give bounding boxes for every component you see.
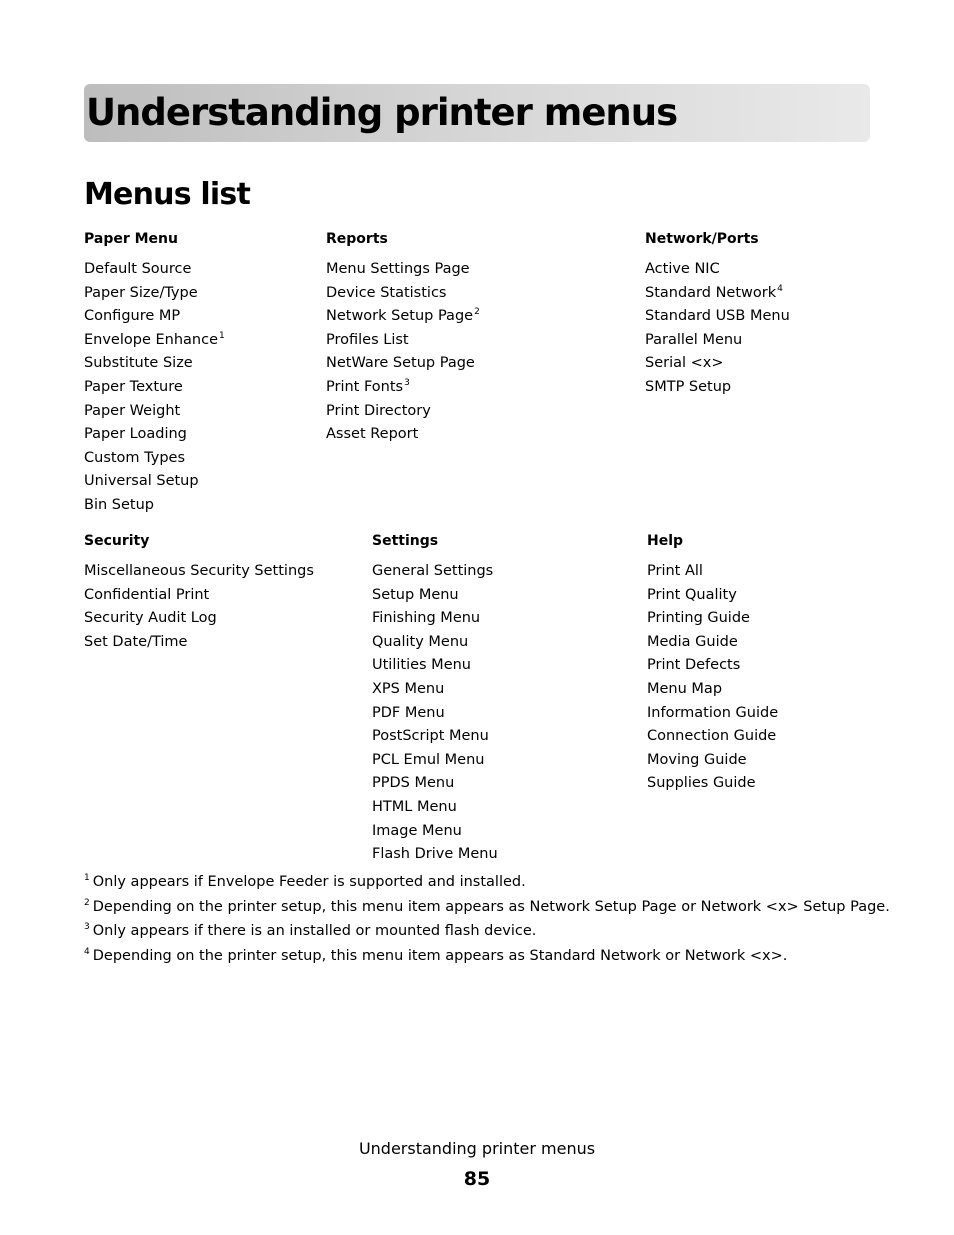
item-label: Default Source: [84, 261, 192, 277]
list-item: [84, 376, 225, 400]
item-label: Finishing Menu: [372, 610, 481, 627]
list-item: [84, 282, 225, 306]
list-item: [84, 470, 225, 494]
item-label: General Settings: [372, 563, 494, 579]
menu-list: [372, 560, 499, 867]
item-label: Parallel Menu: [645, 331, 743, 348]
list-item: [84, 423, 225, 447]
list-item: [372, 772, 499, 796]
footnote-ref: 4: [777, 283, 783, 294]
item-label: Configure MP: [84, 308, 181, 325]
footnote-marker: 1: [84, 873, 90, 883]
item-label: Security Audit Log: [84, 610, 217, 627]
menu-list: [84, 258, 225, 518]
item-label: Paper Weight: [84, 402, 181, 419]
list-item: [84, 631, 315, 655]
menu-column-network-ports: [645, 230, 791, 400]
list-item: [645, 329, 791, 353]
item-label: Device Statistics: [326, 284, 447, 301]
item-label: Paper Texture: [84, 378, 183, 395]
list-item: [84, 494, 225, 518]
item-label: Set Date/Time: [84, 633, 188, 650]
list-item: [645, 305, 791, 329]
list-item: [372, 749, 499, 773]
list-item: [372, 702, 499, 726]
menu-list: [84, 560, 315, 654]
list-item: [647, 749, 779, 773]
list-item: [372, 725, 499, 749]
list-item: [647, 678, 779, 702]
list-item: [326, 376, 480, 400]
column-heading: Help: [647, 533, 684, 549]
list-item: [326, 400, 480, 424]
column-heading: Paper Menu: [84, 231, 178, 247]
list-item: [326, 352, 480, 376]
page-number: 85: [463, 1168, 491, 1190]
menu-column-reports: [326, 230, 480, 447]
list-item: [84, 400, 225, 424]
menu-list: [326, 258, 480, 447]
list-item: [372, 820, 499, 844]
list-item: [647, 560, 779, 584]
item-label: Quality Menu: [372, 633, 469, 650]
item-label: Utilities Menu: [372, 657, 471, 674]
item-label: Active NIC: [645, 261, 720, 277]
footnote-ref: 1: [219, 330, 225, 341]
list-item: [372, 607, 499, 631]
item-label: Paper Size/Type: [84, 284, 198, 301]
item-label: Bin Setup: [84, 496, 154, 513]
footnote-text: Depending on the printer setup, this menu item appears as Standard Network or Network <x>.: [92, 947, 788, 964]
item-label: PDF Menu: [372, 704, 445, 721]
item-label: Miscellaneous Security Settings: [84, 563, 314, 579]
item-label: Print All: [647, 563, 703, 579]
item-label: Network Setup Page: [326, 308, 474, 325]
item-label: Substitute Size: [84, 355, 193, 372]
item-label: Print Quality: [647, 586, 737, 603]
list-item: [372, 843, 499, 867]
item-label: Universal Setup: [84, 473, 199, 490]
list-item: [84, 447, 225, 471]
menu-column-paper: [84, 230, 225, 518]
list-item: [372, 560, 499, 584]
item-label: Asset Report: [326, 426, 419, 443]
menu-column-security: [84, 532, 315, 654]
column-heading: Network/Ports: [645, 231, 759, 247]
footnote: [84, 870, 884, 895]
footnote-text: Depending on the printer setup, this menu item appears as Network Setup Page or Network <x> Setup Page.: [92, 898, 890, 915]
item-label: Connection Guide: [647, 728, 777, 745]
list-item: [372, 631, 499, 655]
item-label: Setup Menu: [372, 586, 459, 603]
item-label: XPS Menu: [372, 680, 445, 697]
item-label: Information Guide: [647, 704, 779, 721]
list-item: [326, 329, 480, 353]
footnote-marker: 2: [84, 897, 90, 908]
footnote-ref: 2: [474, 307, 480, 318]
list-item: [84, 560, 315, 584]
item-label: Printing Guide: [647, 610, 750, 627]
list-item: [326, 282, 480, 306]
list-item: [372, 678, 499, 702]
item-label: Custom Types: [84, 449, 186, 466]
footnote-marker: 4: [84, 946, 90, 957]
section-title: Menus list: [84, 177, 250, 212]
list-item: [84, 352, 225, 376]
item-label: Menu Map: [647, 680, 723, 697]
list-item: [647, 607, 779, 631]
list-item: [84, 607, 315, 631]
list-item: [326, 258, 480, 282]
footnote-text: Only appears if Envelope Feeder is supported and installed.: [92, 874, 526, 890]
list-item: [647, 702, 779, 726]
footnote-marker: 3: [84, 922, 90, 933]
item-label: PPDS Menu: [372, 775, 455, 792]
item-label: Serial <x>: [645, 355, 724, 372]
item-label: Envelope Enhance: [84, 331, 218, 348]
list-item: [645, 352, 791, 376]
footer-title: Understanding printer menus: [358, 1139, 596, 1158]
list-item: [84, 258, 225, 282]
footnote: [84, 919, 884, 944]
item-label: Image Menu: [372, 822, 462, 839]
item-label: Standard USB Menu: [645, 308, 790, 325]
list-item: [645, 376, 791, 400]
column-heading: Security: [84, 533, 150, 549]
list-item: [645, 282, 791, 306]
item-label: Confidential Print: [84, 586, 210, 603]
list-item: [84, 329, 225, 353]
list-item: [326, 305, 480, 329]
item-label: Print Directory: [326, 402, 431, 419]
item-label: Menu Settings Page: [326, 261, 470, 277]
list-item: [647, 584, 779, 608]
item-label: Flash Drive Menu: [372, 846, 498, 863]
column-heading: Reports: [326, 231, 388, 247]
list-item: [84, 584, 315, 608]
menu-list: [647, 560, 779, 796]
list-item: [84, 305, 225, 329]
chapter-title: Understanding printer menus: [86, 91, 678, 134]
item-label: SMTP Setup: [645, 378, 732, 395]
item-label: Standard Network: [645, 284, 777, 301]
footnote: [84, 944, 884, 969]
list-item: [326, 423, 480, 447]
menu-list: [645, 258, 791, 400]
item-label: PostScript Menu: [372, 728, 489, 745]
item-label: Supplies Guide: [647, 775, 756, 792]
menu-column-settings: [372, 532, 499, 867]
footnotes: [84, 870, 890, 968]
list-item: [645, 258, 791, 282]
item-label: Media Guide: [647, 633, 738, 650]
list-item: [647, 654, 779, 678]
list-item: [647, 725, 779, 749]
footnote: [84, 895, 890, 920]
footnote-ref: 3: [404, 377, 410, 388]
list-item: [372, 654, 499, 678]
list-item: [647, 772, 779, 796]
item-label: Print Fonts: [326, 378, 404, 395]
item-label: Profiles List: [326, 331, 409, 348]
list-item: [372, 584, 499, 608]
footnote-text: Only appears if there is an installed or mounted flash device.: [92, 923, 537, 940]
menu-column-help: [647, 532, 779, 796]
list-item: [372, 796, 499, 820]
item-label: PCL Emul Menu: [372, 751, 485, 768]
item-label: Moving Guide: [647, 751, 747, 768]
item-label: Print Defects: [647, 657, 741, 674]
column-heading: Settings: [372, 533, 439, 549]
list-item: [647, 631, 779, 655]
item-label: HTML Menu: [372, 798, 457, 815]
item-label: Paper Loading: [84, 426, 187, 443]
item-label: NetWare Setup Page: [326, 355, 475, 372]
